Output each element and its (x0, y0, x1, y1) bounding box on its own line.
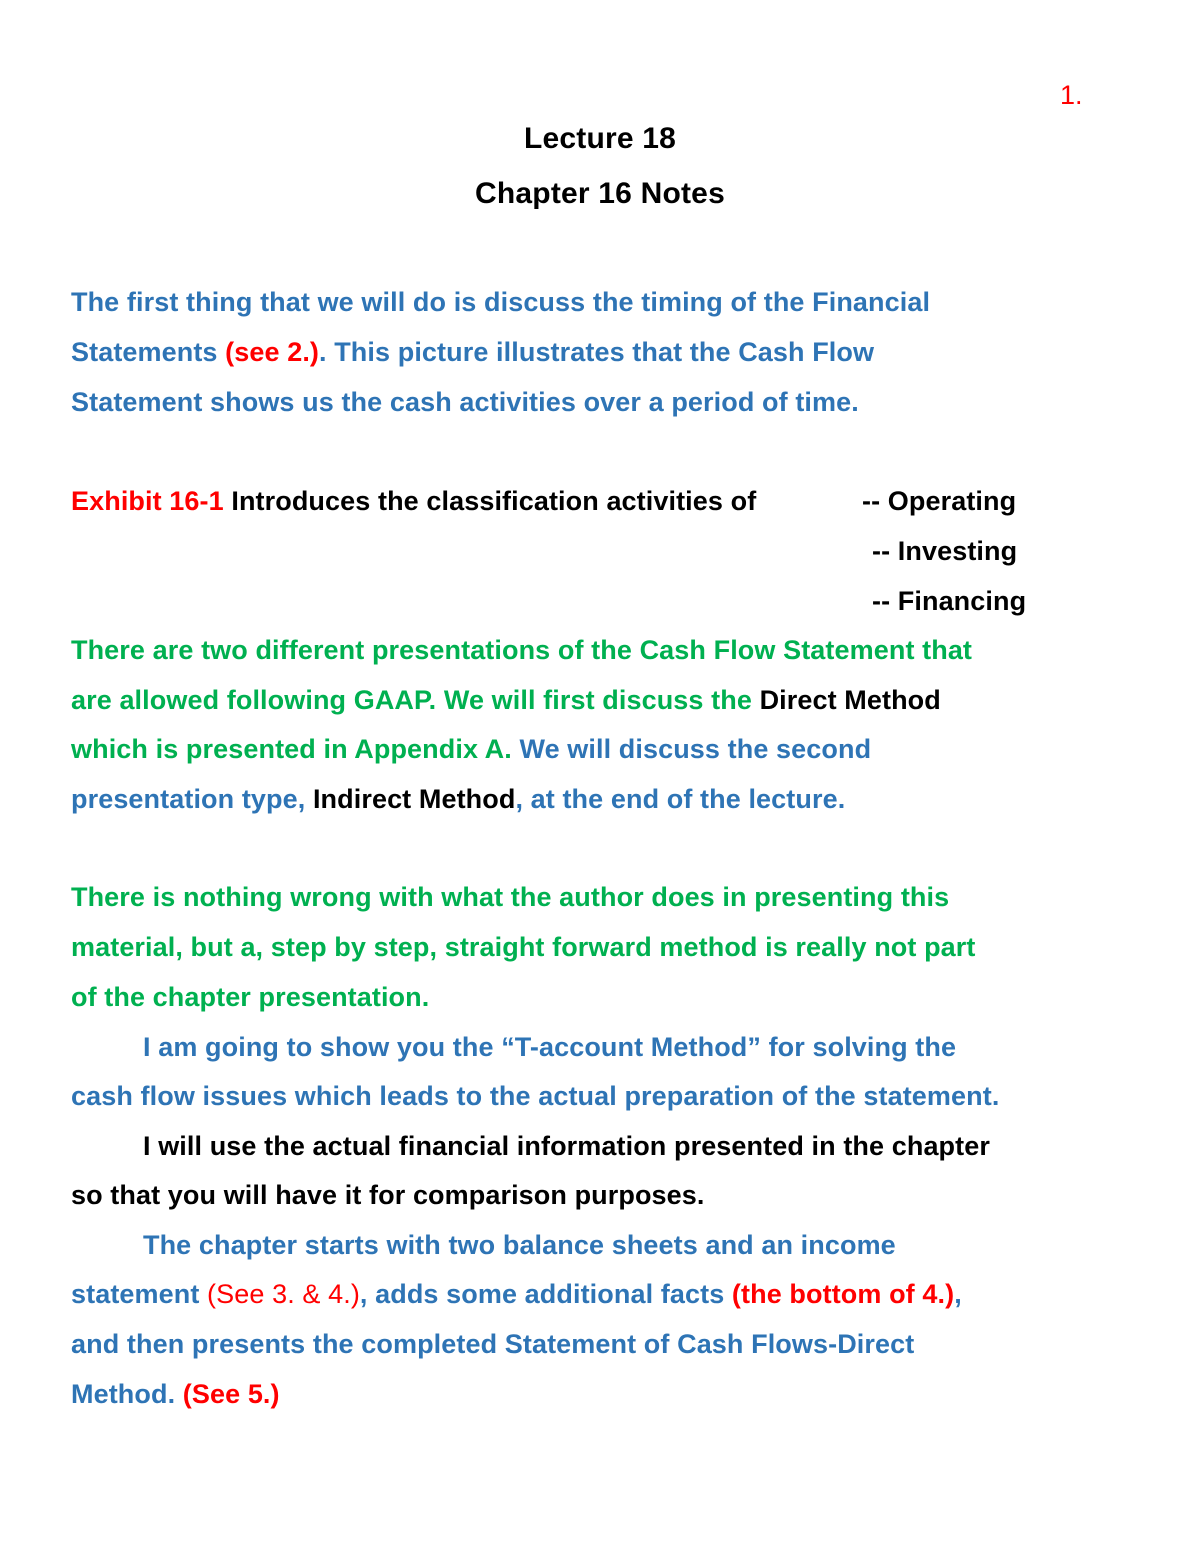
activity-investing: -- Investing (872, 536, 1018, 566)
page-number: 1. (1060, 80, 1083, 110)
para1-text: . This picture illustrates that the Cash Flow (319, 337, 875, 367)
see-5-reference: (See 5.) (182, 1379, 280, 1409)
para2-text: are allowed following GAAP. We will first discuss the (71, 685, 760, 715)
exhibit-label: Exhibit 16-1 (71, 486, 224, 516)
see-2-reference: (see 2.) (225, 337, 320, 367)
para6-line1: The chapter starts with two balance sheets and an income (143, 1230, 896, 1260)
para6-line3: and then presents the completed Statement of Cash Flows-Direct (71, 1329, 915, 1359)
para1-line3: Statement shows us the cash activities over a period of time. (71, 387, 859, 417)
para2-text: which is presented in Appendix A. (71, 734, 520, 764)
para6-line4 (71, 1377, 280, 1411)
para4-line1: I am going to show you the “T-account Method” for solving the (143, 1032, 957, 1062)
para4-line2: cash flow issues which leads to the actual preparation of the statement. (71, 1081, 1000, 1111)
para1-line1: The first thing that we will do is discuss the timing of the Financial (71, 287, 931, 317)
para3-line2: material, but a, step by step, straight forward method is really not part (71, 932, 976, 962)
para2-text-blue: We will discuss the second (519, 734, 872, 764)
activity-financing: -- Financing (872, 586, 1027, 616)
para2-line1: There are two different presentations of the Cash Flow Statement that (71, 635, 973, 665)
para6-line2 (71, 1277, 962, 1311)
para5-line1: I will use the actual financial information presented in the chapter (143, 1131, 990, 1161)
para2-line4 (71, 782, 845, 816)
para6-text: , adds some additional facts (359, 1279, 732, 1309)
indirect-method-term: Indirect Method (312, 784, 516, 814)
para2-line3 (71, 732, 871, 766)
para2-line2 (71, 683, 941, 717)
para6-text: statement (71, 1279, 208, 1309)
para3-line3: of the chapter presentation. (71, 982, 430, 1012)
exhibit-line (71, 484, 756, 518)
lecture-title: Lecture 18 (523, 122, 677, 155)
bottom-of-4-reference: (the bottom of 4.) (731, 1279, 955, 1309)
see-3-4-reference: (See 3. & 4.) (207, 1279, 360, 1309)
exhibit-text: Introduces the classification activities of (223, 486, 757, 516)
direct-method-term: Direct Method (759, 685, 941, 715)
chapter-title: Chapter 16 Notes (475, 177, 725, 210)
para6-text: Method. (71, 1379, 183, 1409)
activity-operating: -- Operating (862, 486, 1017, 516)
para6-text: , (954, 1279, 962, 1309)
para3-line1: There is nothing wrong with what the author does in presenting this (71, 882, 950, 912)
para2-text: , at the end of the lecture. (515, 784, 846, 814)
para5-line2: so that you will have it for comparison purposes. (71, 1180, 705, 1210)
para1-text: Statements (71, 337, 226, 367)
para2-text: presentation type, (71, 784, 313, 814)
para1-line2 (71, 335, 874, 369)
